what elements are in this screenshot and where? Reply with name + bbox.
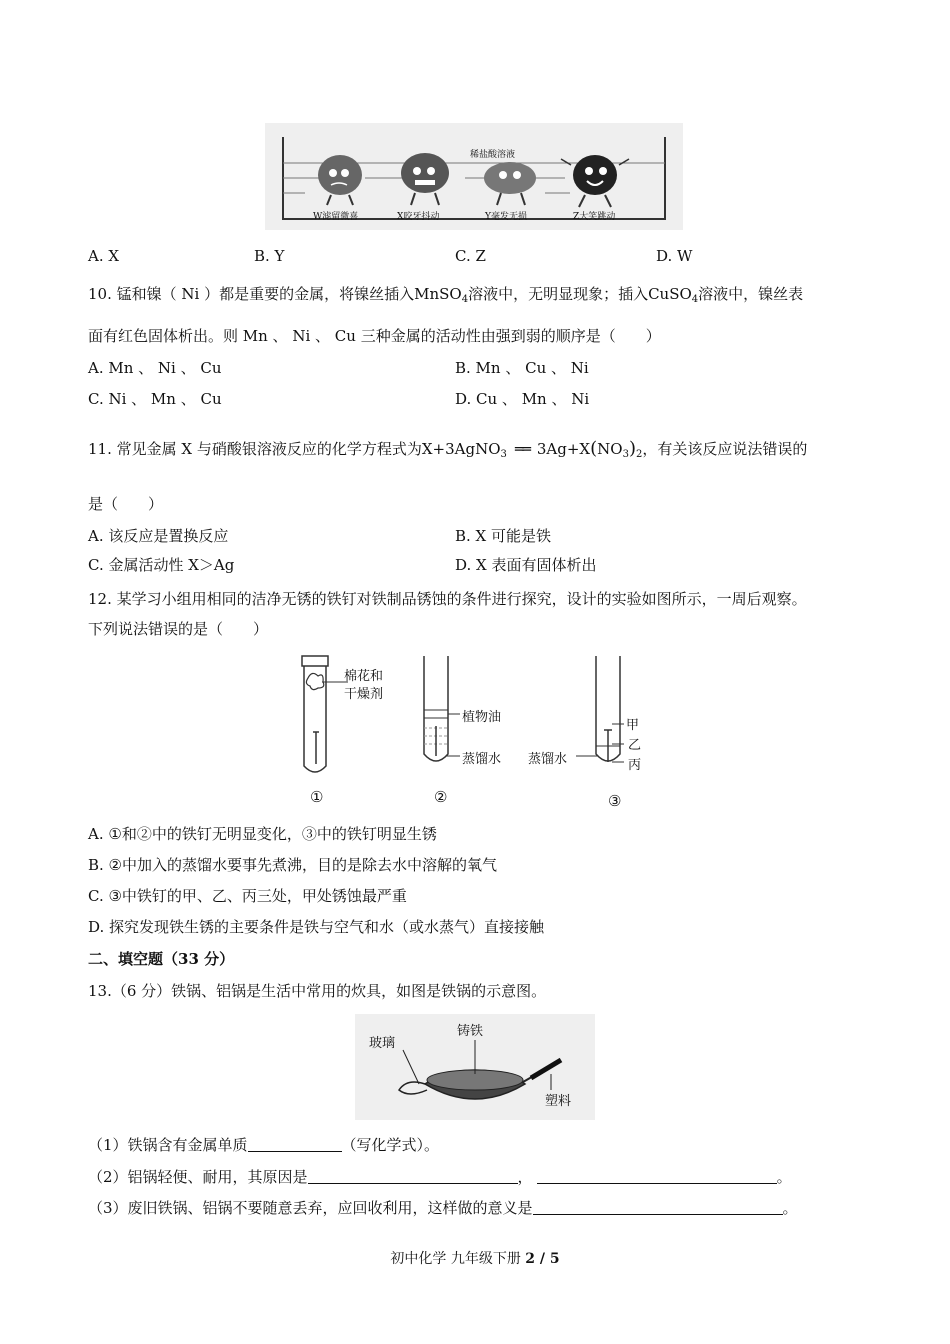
q9-option-d: D. W bbox=[656, 247, 693, 265]
metal-y-label: Y毫发无损 bbox=[485, 212, 527, 222]
tube1-number: ① bbox=[310, 788, 324, 806]
q12-option-a: A. ①和②中的铁钉无明显变化，③中的铁钉明显生锈 bbox=[88, 825, 437, 843]
answer-blank-2[interactable] bbox=[308, 1169, 518, 1184]
q13-stem: 13.（6 分）铁锅、铝锅是生活中常用的炊具，如图是铁锅的示意图。 bbox=[88, 982, 547, 1000]
q9-option-b: B. Y bbox=[254, 247, 285, 265]
point-bing-label: 丙 bbox=[628, 758, 642, 773]
tube1-label: 棉花和 干燥剂 bbox=[344, 669, 384, 702]
q10-option-b: B. Mn 、 Cu 、 Ni bbox=[455, 359, 589, 377]
tube3-water-label: 蒸馏水 bbox=[528, 752, 568, 767]
q11-option-c: C. 金属活动性 X＞Ag bbox=[88, 556, 235, 574]
q12-option-c: C. ③中铁钉的甲、乙、丙三处，甲处锈蚀最严重 bbox=[88, 887, 407, 905]
q9-option-a: A. X bbox=[88, 247, 120, 265]
q10-option-d: D. Cu 、 Mn 、 Ni bbox=[455, 390, 590, 408]
q11-option-d: D. X 表面有固体析出 bbox=[455, 556, 597, 574]
q12-option-d: D. 探究发现铁生锈的主要条件是铁与空气和水（或水蒸气）直接接触 bbox=[88, 918, 545, 936]
metal-w-label: W滤留微喜 bbox=[313, 212, 359, 222]
q10-stem-line1: 10. 锰和镍（ Ni ）都是重要的金属，将镍丝插入MnSO$_4$溶液中，无明显现象；插入CuSO$_4$溶液中，镍丝表 bbox=[88, 285, 804, 305]
q12-option-b: B. ②中加入的蒸馏水要事先煮沸，目的是除去水中溶解的氧气 bbox=[88, 856, 498, 874]
q12-stem-line2: 下列说法错误的是（ ） bbox=[88, 620, 269, 638]
wok-figure bbox=[355, 1014, 595, 1120]
rust-experiment-figure bbox=[298, 652, 658, 812]
q12-stem-line1: 12. 某学习小组用相同的洁净无锈的铁钉对铁制品锈蚀的条件进行探究，设计的实验如图所示，一周后观察。 bbox=[88, 590, 807, 608]
q11-option-b: B. X 可能是铁 bbox=[455, 527, 552, 545]
q11-stem-line1: 11. 常见金属 X 与硝酸银溶液反应的化学方程式为X+3AgNO$_3$ ══ $3Ag+X(NO_3)_2$，有关该反应说法错误的 bbox=[88, 438, 808, 460]
q10-stem-line2: 面有红色固体析出。则 Mn 、 Ni 、 Cu 三种金属的活动性由强到弱的顺序是（ ） bbox=[88, 327, 661, 345]
metal-z-label: Z大笑跳动 bbox=[573, 212, 616, 222]
acid-label: 稀盐酸溶液 bbox=[470, 150, 516, 160]
answer-blank-1[interactable] bbox=[248, 1137, 342, 1152]
q10-option-a: A. Mn 、 Ni 、 Cu bbox=[88, 359, 222, 377]
glass-label: 玻璃 bbox=[369, 1036, 396, 1051]
page-number: 2 / 5 bbox=[525, 1251, 560, 1267]
q9-option-c: C. Z bbox=[455, 247, 486, 265]
q13-sub2: （2）铝锅轻便、耐用，其原因是 ， 。 bbox=[88, 1168, 792, 1186]
answer-blank-3[interactable] bbox=[537, 1169, 777, 1184]
point-yi-label: 乙 bbox=[628, 738, 642, 753]
equals-sign: ══ bbox=[514, 440, 529, 458]
tube3-number: ③ bbox=[608, 792, 622, 810]
metals-in-acid-figure bbox=[265, 123, 683, 230]
tube2-oil-label: 植物油 bbox=[462, 710, 502, 725]
page-footer bbox=[0, 1248, 950, 1268]
point-jia-label: 甲 bbox=[626, 718, 640, 733]
q13-sub3: （3）废旧铁锅、铝锅不要随意丢弃，应回收利用，这样做的意义是 。 bbox=[88, 1199, 798, 1217]
tube2-water-label: 蒸馏水 bbox=[462, 752, 502, 767]
q11-option-a: A. 该反应是置换反应 bbox=[88, 527, 229, 545]
q10-option-c: C. Ni 、 Mn 、 Cu bbox=[88, 390, 222, 408]
q13-sub1: （1）铁锅含有金属单质 （写化学式）。 bbox=[88, 1136, 440, 1154]
tube2-number: ② bbox=[434, 788, 448, 806]
metal-x-label: X咬牙抖动 bbox=[397, 212, 440, 222]
footer-text: 初中化学 九年级下册 bbox=[390, 1251, 526, 1267]
answer-blank-4[interactable] bbox=[533, 1200, 783, 1215]
q11-stem-line2: 是（ ） bbox=[88, 495, 164, 513]
section-title: 二、填空题（33 分） bbox=[88, 950, 235, 968]
cast-iron-label: 铸铁 bbox=[457, 1024, 484, 1039]
plastic-label: 塑料 bbox=[545, 1094, 572, 1109]
